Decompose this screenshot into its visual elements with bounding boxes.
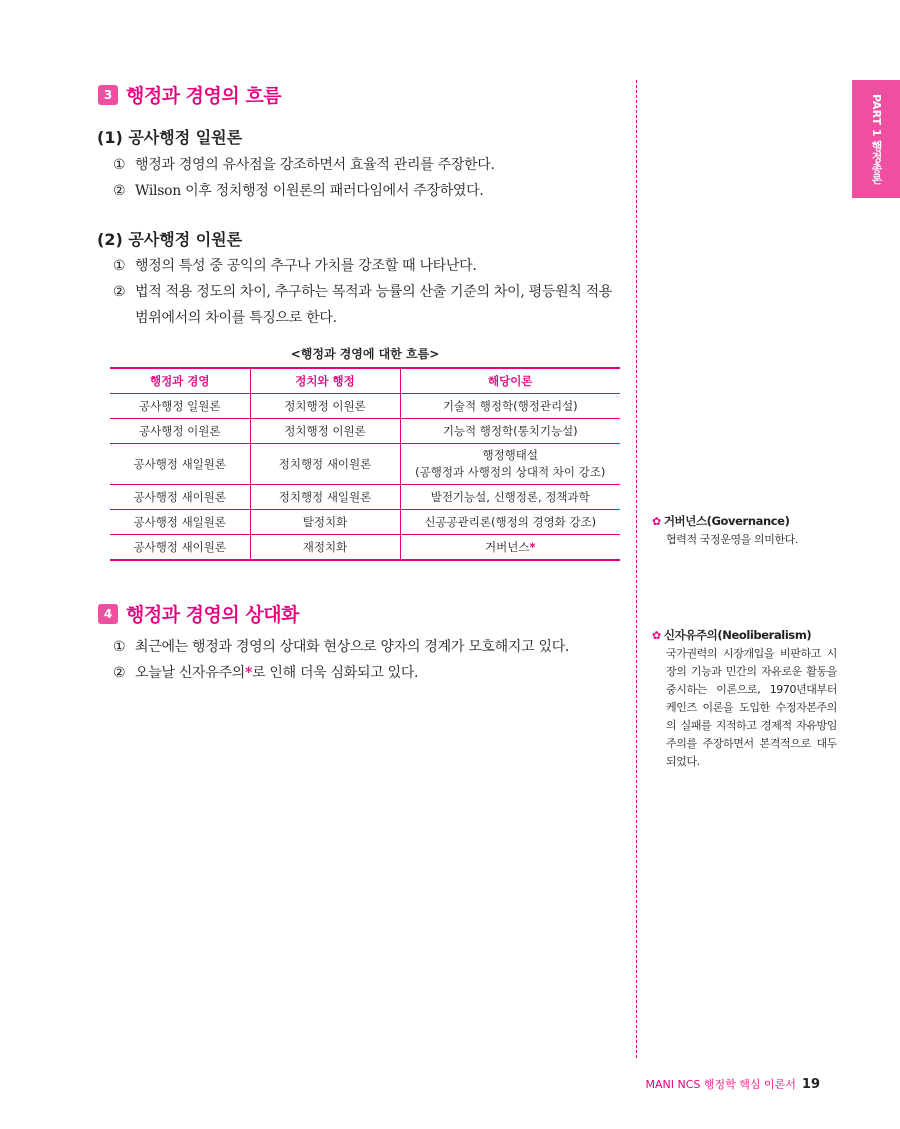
section-3-header — [98, 81, 281, 108]
table-cell: 신공공관리론(행정의 경영화 강조) — [400, 510, 620, 535]
list-item: ② 법적 적용 정도의 차이, 추구하는 목적과 능률의 산출 기준의 차이, 평등원칙 적용 범위에서의 차이를 특징으로 한다. — [113, 284, 613, 326]
section-4-header — [98, 600, 299, 627]
table-cell: 행정행태설 (공행정과 사행정의 상대적 차이 강조) — [400, 444, 620, 485]
note-body: 협력적 국정운영을 의미한다. — [666, 533, 799, 546]
side-tab-label: PART 1 행정총론 — [870, 93, 883, 185]
table-cell: 기술적 행정학(행정관리설) — [400, 394, 620, 419]
flower-icon: ✿ — [652, 515, 661, 528]
table-cell: 정치행정 새일원론 — [250, 485, 400, 510]
table-cell: 거버넌스* — [400, 535, 620, 561]
table-cell: 기능적 행정학(통치기능설) — [400, 419, 620, 444]
table-cell: 공사행정 새이원론 — [110, 535, 250, 561]
part-side-tab — [852, 80, 900, 198]
section-number-badge: 3 — [98, 85, 118, 105]
footnote-marker: * — [529, 539, 536, 554]
page-footer — [646, 1076, 820, 1092]
table-row — [110, 485, 620, 510]
table-cell: 공사행정 새이원론 — [110, 485, 250, 510]
list-item: ② Wilson 이후 정치행정 이원론의 패러다임에서 주장하였다. — [113, 183, 484, 199]
subsection-title: (2) 공사행정 이원론 — [97, 230, 243, 249]
column-header: 정치와 행정 — [250, 368, 400, 394]
page-number: 19 — [801, 1077, 820, 1092]
table-cell: 재정치화 — [250, 535, 400, 561]
margin-divider — [636, 80, 637, 1058]
flower-icon: ✿ — [652, 629, 661, 642]
margin-note — [652, 512, 837, 549]
table-cell: 발전기능설, 신행정론, 정책과학 — [400, 485, 620, 510]
list-item: ① 행정의 특성 중 공익의 추구나 가치를 강조할 때 나타난다. — [113, 258, 477, 274]
table-row — [110, 510, 620, 535]
table-cell: 정치행정 이원론 — [250, 419, 400, 444]
list-item: ① 최근에는 행정과 경영의 상대화 현상으로 양자의 경계가 모호해지고 있다. — [113, 639, 570, 655]
table-row — [110, 535, 620, 561]
section-number-badge: 4 — [98, 604, 118, 624]
list-item: ① 행정과 경영의 유사점을 강조하면서 효율적 관리를 주장한다. — [113, 157, 495, 173]
table-cell: 공사행정 새일원론 — [110, 444, 250, 485]
section-title: 행정과 경영의 흐름 — [126, 85, 282, 107]
table-cell: 공사행정 일원론 — [110, 394, 250, 419]
footnote-marker: * — [244, 665, 252, 681]
table-cell: 공사행정 새일원론 — [110, 510, 250, 535]
table-row — [110, 394, 620, 419]
margin-note — [652, 626, 837, 771]
note-title: 신자유주의(Neoliberalism) — [663, 628, 812, 642]
note-title: 거버넌스(Governance) — [663, 514, 790, 528]
table-caption: <행정과 경영에 대한 흐름> — [290, 347, 440, 361]
flow-table — [110, 367, 620, 561]
table-cell: 정치행정 이원론 — [250, 394, 400, 419]
book-title: MANI NCS 행정학 핵심 이론서 — [645, 1078, 796, 1091]
table-cell: 공사행정 이원론 — [110, 419, 250, 444]
table-row — [110, 419, 620, 444]
table-header-row — [110, 368, 620, 394]
subsection-title: (1) 공사행정 일원론 — [97, 128, 243, 147]
table-row — [110, 444, 620, 485]
table-cell: 정치행정 새이원론 — [250, 444, 400, 485]
list-item: ② 오늘날 신자유주의*로 인해 더욱 심화되고 있다. — [113, 665, 419, 681]
column-header: 해당이론 — [400, 368, 620, 394]
column-header: 행정과 경영 — [110, 368, 250, 394]
note-body: 국가권력의 시장개입을 비판하고 시장의 기능과 민간의 자유로운 활동을 중시하는 이론으로, 1970년대부터 케인즈 이론을 도입한 수정자본주의의 실패를 지적하고 경제적 자유방임주의를 주장하면서 본격적으로 대두되었다. — [666, 647, 837, 768]
section-title: 행정과 경영의 상대화 — [126, 604, 299, 626]
table-cell: 탈정치화 — [250, 510, 400, 535]
